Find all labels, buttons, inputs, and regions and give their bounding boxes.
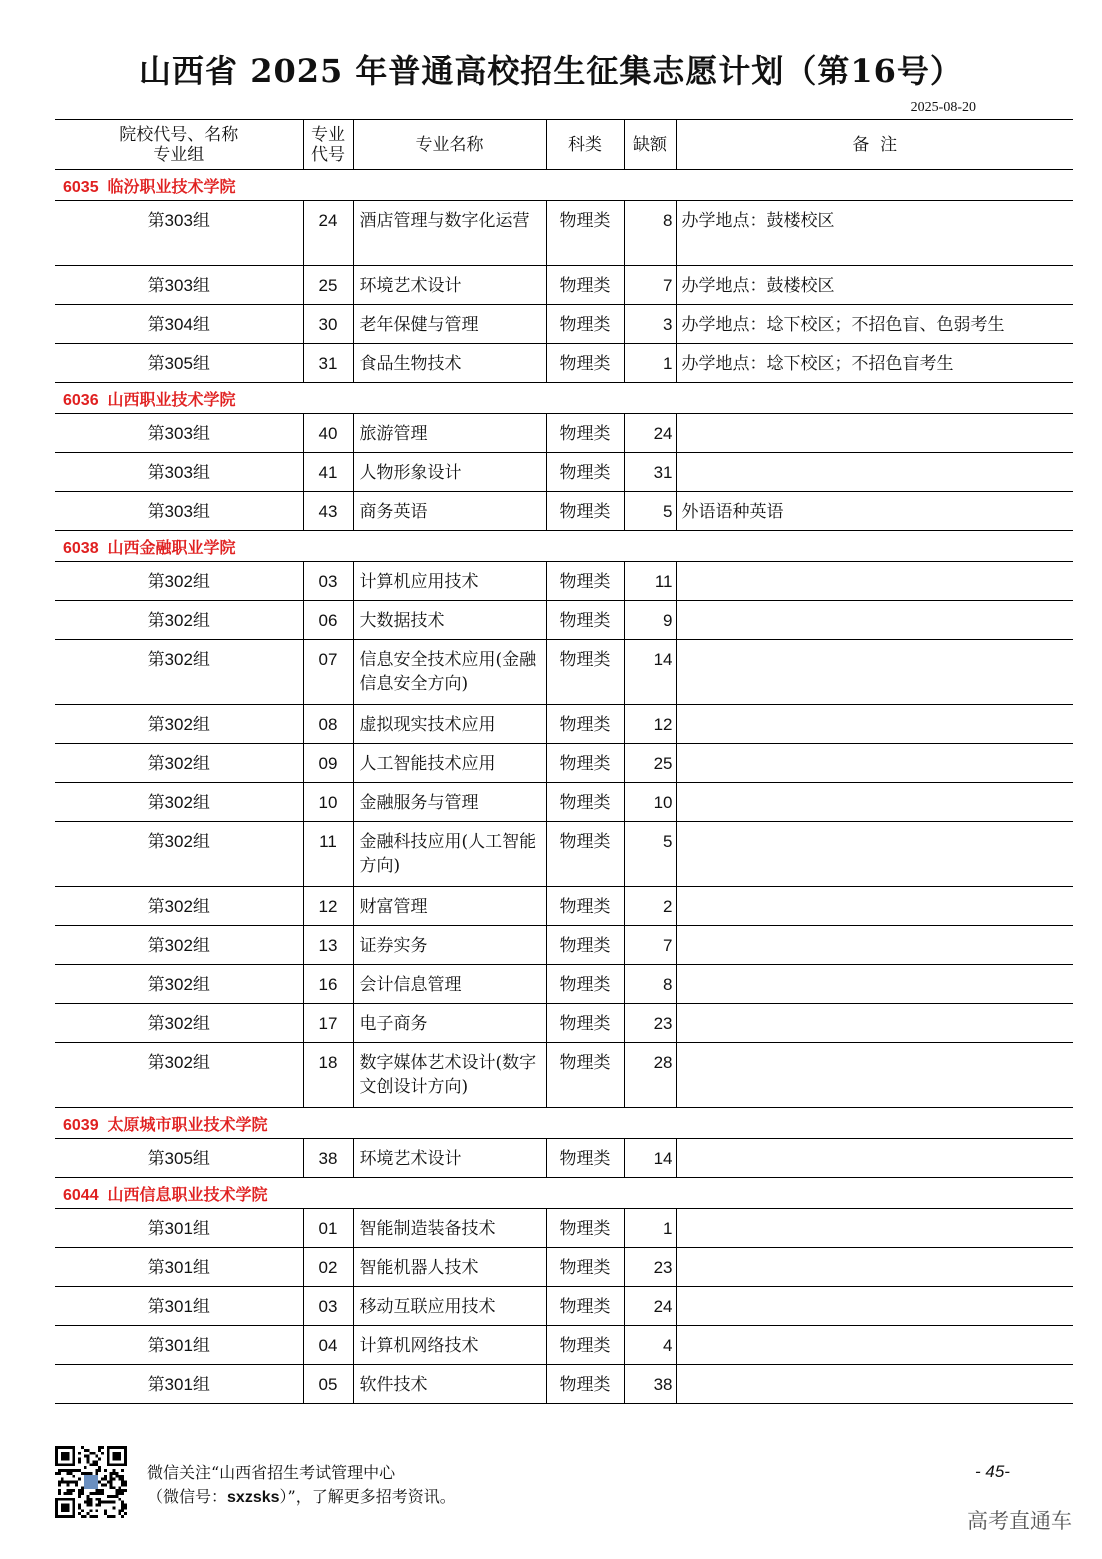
- major-code-cell: 30: [303, 305, 353, 344]
- group-cell: 第303组: [55, 201, 303, 266]
- group-cell: 第302组: [55, 705, 303, 744]
- header-note: 备 注: [676, 120, 1073, 170]
- quota-cell: 28: [624, 1043, 676, 1108]
- group-cell: 第301组: [55, 1326, 303, 1365]
- group-cell: 第305组: [55, 344, 303, 383]
- quota-cell: 31: [624, 453, 676, 492]
- qr-code-icon: [55, 1446, 127, 1518]
- table-row: [55, 562, 1073, 601]
- major-name-cell: 智能机器人技术: [353, 1248, 546, 1287]
- major-code-cell: 38: [303, 1139, 353, 1178]
- major-code-cell: 01: [303, 1209, 353, 1248]
- group-cell: 第303组: [55, 414, 303, 453]
- table-row: [55, 1287, 1073, 1326]
- school-name: 6035 临汾职业技术学院: [55, 170, 1073, 201]
- school-header-row: [55, 531, 1073, 562]
- table-row: [55, 1365, 1073, 1404]
- note-cell: 办学地点：鼓楼校区: [676, 201, 1073, 266]
- category-cell: 物理类: [546, 492, 624, 531]
- quota-cell: 23: [624, 1004, 676, 1043]
- major-code-cell: 03: [303, 562, 353, 601]
- table-row: [55, 887, 1073, 926]
- quota-cell: 1: [624, 344, 676, 383]
- table-row: [55, 1326, 1073, 1365]
- group-cell: 第302组: [55, 1043, 303, 1108]
- major-name-cell: 会计信息管理: [353, 965, 546, 1004]
- major-name-cell: 智能制造装备技术: [353, 1209, 546, 1248]
- table-row: [55, 1043, 1073, 1108]
- category-cell: 物理类: [546, 453, 624, 492]
- major-name-cell: 计算机应用技术: [353, 562, 546, 601]
- quota-cell: 7: [624, 266, 676, 305]
- school-name: 6039 太原城市职业技术学院: [55, 1108, 1073, 1139]
- school-header-row: [55, 1178, 1073, 1209]
- quota-cell: 10: [624, 783, 676, 822]
- major-code-cell: 41: [303, 453, 353, 492]
- major-name-cell: 环境艺术设计: [353, 266, 546, 305]
- watermark: 高考直通车: [967, 1509, 1072, 1533]
- category-cell: 物理类: [546, 1287, 624, 1326]
- category-cell: 物理类: [546, 1004, 624, 1043]
- note-cell: [676, 926, 1073, 965]
- footer-line-2: （微信号：sxzsks）”，了解更多招考资讯。: [147, 1487, 456, 1506]
- note-cell: [676, 1326, 1073, 1365]
- group-cell: 第301组: [55, 1287, 303, 1326]
- major-name-cell: 金融科技应用(人工智能方向): [353, 822, 546, 887]
- major-name-cell: 环境艺术设计: [353, 1139, 546, 1178]
- page-number: - 45-: [975, 1462, 1010, 1481]
- quota-cell: 5: [624, 822, 676, 887]
- note-cell: [676, 601, 1073, 640]
- note-cell: [676, 453, 1073, 492]
- major-code-cell: 10: [303, 783, 353, 822]
- note-cell: [676, 822, 1073, 887]
- table-row: [55, 822, 1073, 887]
- major-code-cell: 16: [303, 965, 353, 1004]
- school-header-row: [55, 383, 1073, 414]
- quota-cell: 4: [624, 1326, 676, 1365]
- group-cell: 第302组: [55, 822, 303, 887]
- major-code-cell: 09: [303, 744, 353, 783]
- group-cell: 第302组: [55, 640, 303, 705]
- major-code-cell: 07: [303, 640, 353, 705]
- table-row: [55, 305, 1073, 344]
- major-name-cell: 商务英语: [353, 492, 546, 531]
- group-cell: 第302组: [55, 887, 303, 926]
- major-code-cell: 17: [303, 1004, 353, 1043]
- note-cell: 办学地点：鼓楼校区: [676, 266, 1073, 305]
- quota-cell: 23: [624, 1248, 676, 1287]
- note-cell: [676, 640, 1073, 705]
- header-category: 科类: [546, 120, 624, 170]
- major-name-cell: 大数据技术: [353, 601, 546, 640]
- category-cell: 物理类: [546, 1248, 624, 1287]
- note-cell: [676, 744, 1073, 783]
- quota-cell: 12: [624, 705, 676, 744]
- major-code-cell: 40: [303, 414, 353, 453]
- category-cell: 物理类: [546, 562, 624, 601]
- school-name: 6044 山西信息职业技术学院: [55, 1178, 1073, 1209]
- category-cell: 物理类: [546, 1326, 624, 1365]
- table-body: [55, 170, 1073, 1404]
- major-code-cell: 04: [303, 1326, 353, 1365]
- header-major-name: 专业名称: [353, 120, 546, 170]
- category-cell: 物理类: [546, 744, 624, 783]
- major-code-cell: 08: [303, 705, 353, 744]
- note-cell: [676, 1004, 1073, 1043]
- header-major-code: 专业 代号: [303, 120, 353, 170]
- table-row: [55, 344, 1073, 383]
- quota-cell: 1: [624, 1209, 676, 1248]
- note-cell: [676, 1043, 1073, 1108]
- table-row: [55, 601, 1073, 640]
- note-cell: [676, 1139, 1073, 1178]
- note-cell: [676, 562, 1073, 601]
- group-cell: 第303组: [55, 266, 303, 305]
- table-row: [55, 640, 1073, 705]
- note-cell: 外语语种英语: [676, 492, 1073, 531]
- major-name-cell: 金融服务与管理: [353, 783, 546, 822]
- quota-cell: 24: [624, 1287, 676, 1326]
- major-name-cell: 计算机网络技术: [353, 1326, 546, 1365]
- header-school-group: 院校代号、名称 专业组: [55, 120, 303, 170]
- category-cell: 物理类: [546, 414, 624, 453]
- table-row: [55, 266, 1073, 305]
- major-code-cell: 12: [303, 887, 353, 926]
- quota-cell: 9: [624, 601, 676, 640]
- page-title: 山西省 2025 年普通高校招生征集志愿计划（第16号）: [139, 52, 963, 90]
- group-cell: 第301组: [55, 1248, 303, 1287]
- category-cell: 物理类: [546, 1139, 624, 1178]
- major-name-cell: 人物形象设计: [353, 453, 546, 492]
- category-cell: 物理类: [546, 705, 624, 744]
- table-row: [55, 492, 1073, 531]
- note-cell: [676, 414, 1073, 453]
- major-name-cell: 老年保健与管理: [353, 305, 546, 344]
- school-header-row: [55, 170, 1073, 201]
- major-code-cell: 31: [303, 344, 353, 383]
- publish-date: 2025-08-20: [910, 100, 976, 115]
- table-row: [55, 744, 1073, 783]
- quota-cell: 14: [624, 640, 676, 705]
- group-cell: 第302组: [55, 783, 303, 822]
- header-quota: 缺额: [624, 120, 676, 170]
- major-name-cell: 数字媒体艺术设计(数字文创设计方向): [353, 1043, 546, 1108]
- table-row: [55, 453, 1073, 492]
- note-cell: [676, 1248, 1073, 1287]
- major-code-cell: 43: [303, 492, 353, 531]
- table-row: [55, 783, 1073, 822]
- table-row: [55, 705, 1073, 744]
- major-name-cell: 电子商务: [353, 1004, 546, 1043]
- category-cell: 物理类: [546, 965, 624, 1004]
- category-cell: 物理类: [546, 887, 624, 926]
- category-cell: 物理类: [546, 926, 624, 965]
- category-cell: 物理类: [546, 201, 624, 266]
- major-name-cell: 财富管理: [353, 887, 546, 926]
- category-cell: 物理类: [546, 305, 624, 344]
- category-cell: 物理类: [546, 1043, 624, 1108]
- quota-cell: 2: [624, 887, 676, 926]
- category-cell: 物理类: [546, 640, 624, 705]
- group-cell: 第302组: [55, 601, 303, 640]
- major-name-cell: 旅游管理: [353, 414, 546, 453]
- major-code-cell: 02: [303, 1248, 353, 1287]
- note-cell: [676, 1287, 1073, 1326]
- major-name-cell: 移动互联应用技术: [353, 1287, 546, 1326]
- major-name-cell: 人工智能技术应用: [353, 744, 546, 783]
- table-row: [55, 201, 1073, 266]
- quota-cell: 38: [624, 1365, 676, 1404]
- group-cell: 第302组: [55, 1004, 303, 1043]
- quota-cell: 14: [624, 1139, 676, 1178]
- quota-cell: 3: [624, 305, 676, 344]
- major-code-cell: 25: [303, 266, 353, 305]
- note-cell: [676, 887, 1073, 926]
- quota-cell: 8: [624, 201, 676, 266]
- table-row: [55, 1209, 1073, 1248]
- group-cell: 第301组: [55, 1209, 303, 1248]
- note-cell: [676, 1209, 1073, 1248]
- major-name-cell: 证券实务: [353, 926, 546, 965]
- table-row: [55, 1139, 1073, 1178]
- table-row: [55, 414, 1073, 453]
- quota-cell: 8: [624, 965, 676, 1004]
- note-cell: 办学地点：埝下校区；不招色盲考生: [676, 344, 1073, 383]
- major-code-cell: 05: [303, 1365, 353, 1404]
- group-cell: 第303组: [55, 492, 303, 531]
- major-code-cell: 03: [303, 1287, 353, 1326]
- note-cell: [676, 783, 1073, 822]
- school-header-row: [55, 1108, 1073, 1139]
- category-cell: 物理类: [546, 266, 624, 305]
- category-cell: 物理类: [546, 783, 624, 822]
- quota-cell: 11: [624, 562, 676, 601]
- category-cell: 物理类: [546, 1365, 624, 1404]
- table-header-row: [55, 120, 1073, 170]
- enrollment-plan-table: [55, 119, 1073, 1404]
- group-cell: 第303组: [55, 453, 303, 492]
- major-name-cell: 食品生物技术: [353, 344, 546, 383]
- note-cell: [676, 1365, 1073, 1404]
- group-cell: 第302组: [55, 965, 303, 1004]
- major-name-cell: 虚拟现实技术应用: [353, 705, 546, 744]
- table-row: [55, 965, 1073, 1004]
- group-cell: 第302组: [55, 926, 303, 965]
- group-cell: 第301组: [55, 1365, 303, 1404]
- quota-cell: 25: [624, 744, 676, 783]
- major-name-cell: 信息安全技术应用(金融信息安全方向): [353, 640, 546, 705]
- major-name-cell: 软件技术: [353, 1365, 546, 1404]
- quota-cell: 24: [624, 414, 676, 453]
- note-cell: [676, 965, 1073, 1004]
- category-cell: 物理类: [546, 601, 624, 640]
- major-code-cell: 18: [303, 1043, 353, 1108]
- major-code-cell: 13: [303, 926, 353, 965]
- school-name: 6036 山西职业技术学院: [55, 383, 1073, 414]
- group-cell: 第302组: [55, 744, 303, 783]
- note-cell: [676, 705, 1073, 744]
- category-cell: 物理类: [546, 1209, 624, 1248]
- table-row: [55, 926, 1073, 965]
- table-row: [55, 1248, 1073, 1287]
- group-cell: 第305组: [55, 1139, 303, 1178]
- category-cell: 物理类: [546, 822, 624, 887]
- major-name-cell: 酒店管理与数字化运营: [353, 201, 546, 266]
- wechat-id: sxzsks: [227, 1489, 280, 1506]
- note-cell: 办学地点：埝下校区；不招色盲、色弱考生: [676, 305, 1073, 344]
- group-cell: 第302组: [55, 562, 303, 601]
- major-code-cell: 24: [303, 201, 353, 266]
- major-code-cell: 06: [303, 601, 353, 640]
- table-row: [55, 1004, 1073, 1043]
- school-name: 6038 山西金融职业学院: [55, 531, 1073, 562]
- footer-text: [147, 1461, 456, 1510]
- major-code-cell: 11: [303, 822, 353, 887]
- category-cell: 物理类: [546, 344, 624, 383]
- quota-cell: 7: [624, 926, 676, 965]
- quota-cell: 5: [624, 492, 676, 531]
- group-cell: 第304组: [55, 305, 303, 344]
- footer-line-1: 微信关注“山西省招生考试管理中心: [147, 1463, 396, 1482]
